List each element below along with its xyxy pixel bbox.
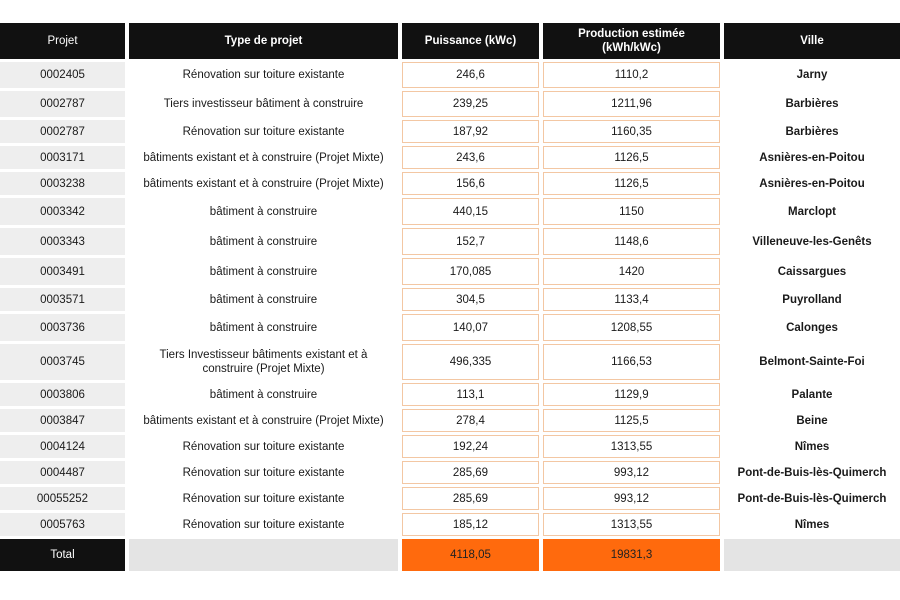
header-row bbox=[0, 23, 900, 59]
cell-type: bâtiment à construire bbox=[129, 228, 398, 255]
cell-type: bâtiments existant et à construire (Projet Mixte) bbox=[129, 146, 398, 169]
cell-projet: 0003491 bbox=[0, 258, 125, 285]
cell-projet: 0003171 bbox=[0, 146, 125, 169]
cell-ville: Palante bbox=[724, 383, 900, 406]
cell-ville: Barbières bbox=[724, 120, 900, 143]
cell-production: 1208,55 bbox=[543, 314, 720, 341]
cell-ville: Caissargues bbox=[724, 258, 900, 285]
header-production bbox=[543, 23, 720, 59]
cell-production: 1313,55 bbox=[543, 513, 720, 536]
table-row bbox=[0, 228, 900, 255]
cell-puissance: 140,07 bbox=[402, 314, 539, 341]
cell-production: 1126,5 bbox=[543, 146, 720, 169]
table-row bbox=[0, 198, 900, 225]
cell-production: 1148,6 bbox=[543, 228, 720, 255]
cell-ville: Beine bbox=[724, 409, 900, 432]
cell-production: 993,12 bbox=[543, 487, 720, 510]
cell-production: 1313,55 bbox=[543, 435, 720, 458]
table-row bbox=[0, 513, 900, 536]
cell-ville: Jarny bbox=[724, 62, 900, 88]
total-empty-ville bbox=[724, 539, 900, 571]
cell-ville: Puyrolland bbox=[724, 288, 900, 311]
cell-production: 1129,9 bbox=[543, 383, 720, 406]
table-row bbox=[0, 288, 900, 311]
cell-projet: 0003736 bbox=[0, 314, 125, 341]
table-row bbox=[0, 487, 900, 510]
cell-type: bâtiments existant et à construire (Projet Mixte) bbox=[129, 409, 398, 432]
total-puissance: 4118,05 bbox=[402, 539, 539, 571]
cell-type: Rénovation sur toiture existante bbox=[129, 487, 398, 510]
projects-table bbox=[0, 20, 900, 574]
cell-puissance: 152,7 bbox=[402, 228, 539, 255]
table-row bbox=[0, 383, 900, 406]
cell-projet: 0005763 bbox=[0, 513, 125, 536]
total-empty-type bbox=[129, 539, 398, 571]
cell-ville: Nîmes bbox=[724, 435, 900, 458]
cell-type: Tiers investisseur bâtiment à construire bbox=[129, 91, 398, 117]
table-row bbox=[0, 91, 900, 117]
cell-puissance: 243,6 bbox=[402, 146, 539, 169]
cell-ville: Pont-de-Buis-lès-Quimerch bbox=[724, 487, 900, 510]
cell-production: 1160,35 bbox=[543, 120, 720, 143]
cell-projet: 0002787 bbox=[0, 91, 125, 117]
cell-ville: Pont-de-Buis-lès-Quimerch bbox=[724, 461, 900, 484]
cell-puissance: 185,12 bbox=[402, 513, 539, 536]
table-row bbox=[0, 461, 900, 484]
cell-projet: 0003343 bbox=[0, 228, 125, 255]
cell-ville: Belmont-Sainte-Foi bbox=[724, 344, 900, 380]
cell-projet: 0003238 bbox=[0, 172, 125, 195]
cell-type: bâtiment à construire bbox=[129, 288, 398, 311]
cell-type: bâtiment à construire bbox=[129, 258, 398, 285]
cell-puissance: 187,92 bbox=[402, 120, 539, 143]
total-label: Total bbox=[0, 539, 125, 571]
cell-puissance: 170,085 bbox=[402, 258, 539, 285]
cell-projet: 0003745 bbox=[0, 344, 125, 380]
cell-ville: Nîmes bbox=[724, 513, 900, 536]
cell-projet: 0004124 bbox=[0, 435, 125, 458]
table-row bbox=[0, 120, 900, 143]
cell-puissance: 278,4 bbox=[402, 409, 539, 432]
cell-type: Rénovation sur toiture existante bbox=[129, 513, 398, 536]
cell-production: 1166,53 bbox=[543, 344, 720, 380]
cell-puissance: 239,25 bbox=[402, 91, 539, 117]
total-row bbox=[0, 539, 900, 571]
table-row bbox=[0, 344, 900, 380]
cell-type: Tiers Investisseur bâtiments existant et à construire (Projet Mixte) bbox=[129, 344, 398, 380]
header-type: Type de projet bbox=[129, 23, 398, 59]
cell-puissance: 192,24 bbox=[402, 435, 539, 458]
cell-ville: Marclopt bbox=[724, 198, 900, 225]
cell-production: 1211,96 bbox=[543, 91, 720, 117]
cell-production: 1420 bbox=[543, 258, 720, 285]
cell-puissance: 113,1 bbox=[402, 383, 539, 406]
table-row bbox=[0, 258, 900, 285]
cell-ville: Villeneuve-les-Genêts bbox=[724, 228, 900, 255]
cell-type: Rénovation sur toiture existante bbox=[129, 62, 398, 88]
cell-projet: 0002405 bbox=[0, 62, 125, 88]
cell-ville: Asnières-en-Poitou bbox=[724, 172, 900, 195]
header-ville: Ville bbox=[724, 23, 900, 59]
cell-production: 993,12 bbox=[543, 461, 720, 484]
cell-type: bâtiments existant et à construire (Projet Mixte) bbox=[129, 172, 398, 195]
cell-projet: 0004487 bbox=[0, 461, 125, 484]
table-row bbox=[0, 146, 900, 169]
cell-production: 1125,5 bbox=[543, 409, 720, 432]
table-row bbox=[0, 435, 900, 458]
cell-ville: Asnières-en-Poitou bbox=[724, 146, 900, 169]
cell-type: bâtiment à construire bbox=[129, 198, 398, 225]
cell-projet: 0003571 bbox=[0, 288, 125, 311]
table-row bbox=[0, 62, 900, 88]
cell-projet: 0002787 bbox=[0, 120, 125, 143]
total-production: 19831,3 bbox=[543, 539, 720, 571]
cell-projet: 0003342 bbox=[0, 198, 125, 225]
header-puissance: Puissance (kWc) bbox=[402, 23, 539, 59]
cell-ville: Calonges bbox=[724, 314, 900, 341]
cell-puissance: 156,6 bbox=[402, 172, 539, 195]
cell-projet: 0003806 bbox=[0, 383, 125, 406]
cell-ville: Barbières bbox=[724, 91, 900, 117]
cell-puissance: 285,69 bbox=[402, 461, 539, 484]
cell-type: bâtiment à construire bbox=[129, 383, 398, 406]
cell-projet: 00055252 bbox=[0, 487, 125, 510]
cell-projet: 0003847 bbox=[0, 409, 125, 432]
cell-production: 1150 bbox=[543, 198, 720, 225]
cell-puissance: 304,5 bbox=[402, 288, 539, 311]
cell-type: Rénovation sur toiture existante bbox=[129, 461, 398, 484]
cell-type: Rénovation sur toiture existante bbox=[129, 120, 398, 143]
header-production-line2: (kWh/kWc) bbox=[602, 42, 661, 54]
cell-puissance: 285,69 bbox=[402, 487, 539, 510]
header-production-line1: Production estimée bbox=[578, 28, 685, 40]
cell-production: 1110,2 bbox=[543, 62, 720, 88]
header-projet: Projet bbox=[0, 23, 125, 59]
cell-puissance: 496,335 bbox=[402, 344, 539, 380]
cell-production: 1133,4 bbox=[543, 288, 720, 311]
table-row bbox=[0, 314, 900, 341]
table-row bbox=[0, 172, 900, 195]
cell-type: bâtiment à construire bbox=[129, 314, 398, 341]
cell-puissance: 246,6 bbox=[402, 62, 539, 88]
table-row bbox=[0, 409, 900, 432]
cell-puissance: 440,15 bbox=[402, 198, 539, 225]
cell-type: Rénovation sur toiture existante bbox=[129, 435, 398, 458]
cell-production: 1126,5 bbox=[543, 172, 720, 195]
